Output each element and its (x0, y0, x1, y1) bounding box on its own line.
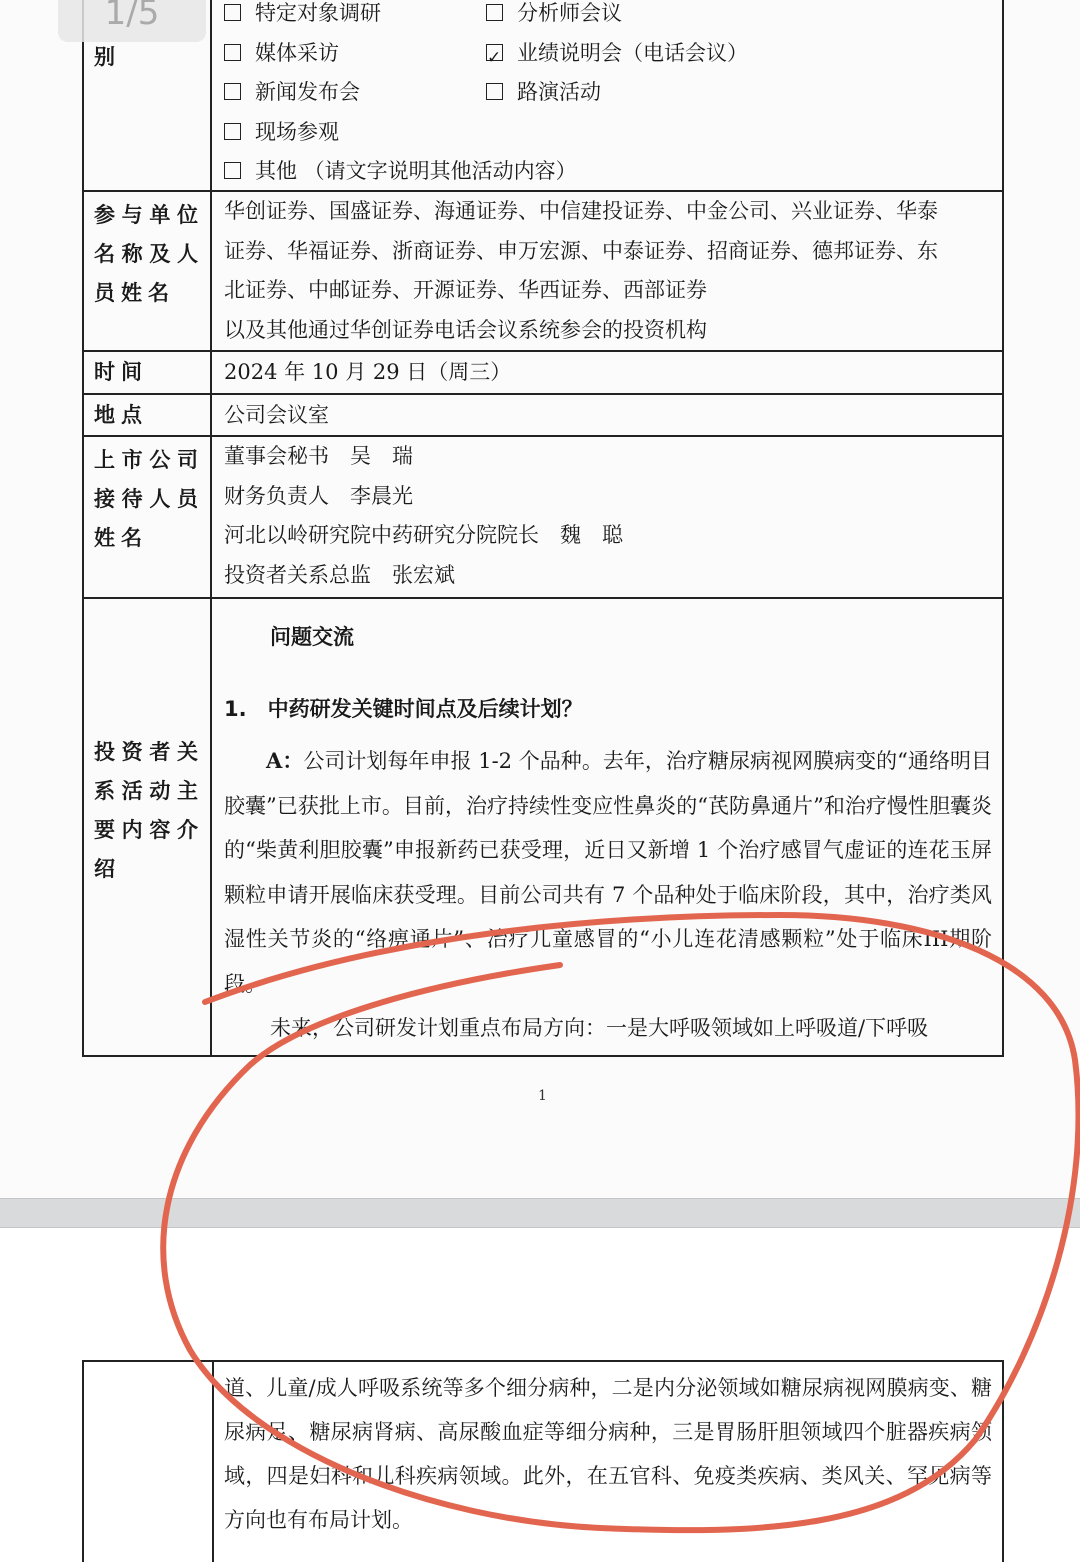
reception-staff-row (84, 437, 1002, 599)
investor-relations-table (82, 0, 1004, 1057)
reception-staff-list: 董事会秘书 吴 瑞 财务负责人 李晨光 河北以岭研究院中药研究分院院长 魏 聪 投资者关系总监 张宏斌 (224, 444, 623, 587)
place-label: 地点 (84, 395, 212, 435)
page-number: 1 (538, 1088, 547, 1104)
option-specific-research[interactable]: 特定对象调研 (224, 0, 486, 34)
continued-table (82, 1360, 1004, 1562)
time-row (84, 352, 1002, 395)
participants-row (84, 192, 1002, 352)
activity-type-options (212, 0, 1002, 190)
question-1: 1. 中药研发关键时间点及后续计划？ (224, 697, 583, 721)
place-value: 公司会议室 (224, 403, 329, 427)
document-page-2 (0, 1228, 1080, 1542)
checkbox-icon[interactable] (486, 83, 503, 100)
section-heading: 问题交流 (270, 625, 354, 649)
page-counter-badge: 1/5 (58, 0, 206, 42)
participants-label: 参与单位 名称及人 员姓名 (84, 192, 212, 350)
table-divider (212, 1362, 214, 1562)
checkbox-icon[interactable] (224, 123, 241, 140)
checkbox-icon[interactable] (224, 83, 241, 100)
option-other[interactable]: 其他 （请文字说明其他活动内容） (224, 152, 992, 192)
activity-type-row (84, 0, 1002, 192)
checkbox-icon[interactable] (486, 4, 503, 21)
reception-staff-label: 上市公司 接待人员 姓名 (84, 437, 212, 597)
page-separator (0, 1198, 1080, 1228)
activity-type-label: 别 (84, 0, 212, 190)
answer-prefix: A： (266, 748, 304, 773)
option-analyst-meeting[interactable]: 分析师会议 (486, 0, 992, 34)
participants-list: 华创证券、国盛证券、海通证券、中信建投证券、中金公司、兴业证券、华泰 证券、华福证券、浙商证券、申万宏源、中泰证券、招商证券、德邦证券、东 北证券、中邮证券、开源证券、华西证券、西部证券 以及其他通过华创证券电话会议系统参会的投资机构 (224, 199, 938, 342)
future-plan-text: 未来，公司研发计划重点布局方向：一是大呼吸领域如上呼吸道/下呼吸 (270, 1016, 929, 1040)
option-roadshow[interactable]: 路演活动 (486, 73, 992, 113)
option-site-visit[interactable]: 现场参观 (224, 113, 486, 153)
time-value: 2024 年 10 月 29 日（周三） (224, 360, 512, 384)
continued-content: 道、儿童/成人呼吸系统等多个细分病种，二是内分泌领域如糖尿病视网膜病变、糖尿病足、糖尿病肾病、高尿酸血症等细分病种，三是胃肠肝胆领域四个脏器疾病领域，四是妇科和儿科疾病领域。此外，在五官科、免疫类疾病、类风关、罕见病等方向也有布局计划。 (224, 1376, 992, 1532)
place-row (84, 395, 1002, 437)
main-content-body (212, 599, 1002, 1055)
checkbox-icon[interactable] (224, 4, 241, 21)
checked-checkbox-icon[interactable] (486, 44, 503, 61)
option-media-interview[interactable]: 媒体采访 (224, 34, 486, 74)
main-content-label: 投资者关 系活动主 要内容介 绍 (84, 599, 212, 1055)
option-earnings-call[interactable]: ✓ 业绩说明会（电话会议） (486, 34, 992, 74)
main-content-row (84, 599, 1002, 1057)
checkbox-icon[interactable] (224, 162, 241, 179)
time-label: 时间 (84, 352, 212, 393)
checkbox-icon[interactable] (224, 44, 241, 61)
answer-1: A：公司计划每年申报 1-2 个品种。去年，治疗糖尿病视网膜病变的“通络明目胶囊”已获批上市。目前，治疗持续性变应性鼻炎的“芪防鼻通片”和治疗慢性胆囊炎的“柴黄利胆胶囊”申报新药已获受理，近日又新增 1 个治疗感冒气虚证的连花玉屏颗粒申请开展临床获受理。目前公司共有 7 个品种处于临床阶段，其中，治疗类风湿性关节炎的“络痹通片”、治疗儿童感冒的“小儿连花清感颗粒”处于临床III期阶段。 (224, 748, 992, 996)
option-press-conference[interactable]: 新闻发布会 (224, 73, 486, 113)
